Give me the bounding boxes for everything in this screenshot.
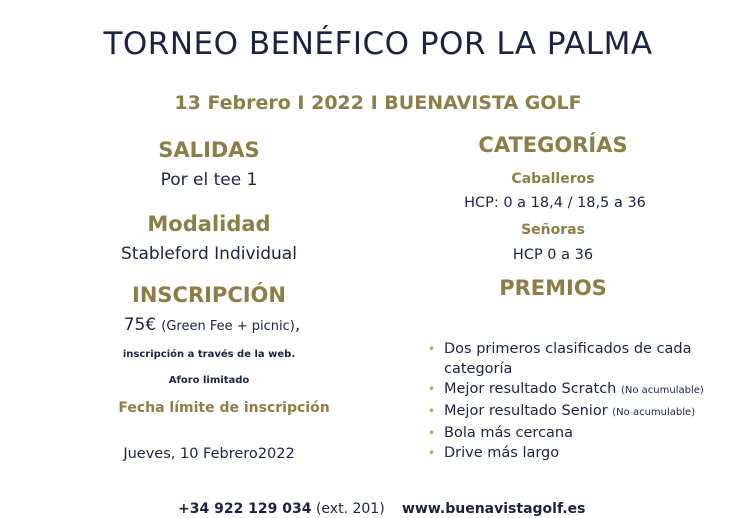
- modalidad-value: Stableford Individual: [121, 244, 297, 264]
- list-item: • Dos primeros clasificados de cada: [428, 341, 692, 357]
- price-line: [124, 315, 301, 335]
- phone-number[interactable]: +34 922 129 034: [178, 501, 312, 517]
- contact-phone-line: [178, 501, 385, 517]
- price-value: 75€: [123, 315, 157, 335]
- salidas-value: Por el tee 1: [160, 170, 258, 190]
- senoras-label: Señoras: [521, 222, 585, 238]
- price-comma: ,: [294, 315, 301, 335]
- bullet-icon: •: [428, 404, 436, 418]
- caballeros-hcp: HCP: 0 a 18,4 / 18,5 a 36: [464, 195, 646, 211]
- phone-extension: (ext. 201): [315, 501, 385, 517]
- bullet-icon: •: [428, 426, 436, 440]
- salidas-heading: SALIDAS: [158, 138, 260, 162]
- list-item: • Mejor resultado Senior (No acumulable): [428, 403, 696, 419]
- list-item: categoría: [444, 361, 513, 377]
- bullet-icon: •: [428, 342, 436, 356]
- categorias-heading: CATEGORÍAS: [478, 133, 628, 157]
- list-item: • Drive más largo: [428, 445, 560, 461]
- caballeros-label: Caballeros: [511, 171, 595, 187]
- list-item: • Mejor resultado Scratch (No acumulable): [428, 381, 704, 397]
- inscripcion-heading: INSCRIPCIÓN: [132, 283, 286, 307]
- website-link[interactable]: www.buenavistagolf.es: [402, 501, 586, 517]
- bullet-icon: •: [428, 446, 436, 460]
- aforo-note: Aforo limitado: [168, 375, 250, 386]
- bullet-icon: •: [428, 382, 436, 396]
- senoras-hcp: HCP 0 a 36: [512, 247, 594, 263]
- modalidad-heading: Modalidad: [147, 212, 271, 236]
- deadline-heading: Fecha límite de inscripción: [118, 400, 330, 416]
- web-registration-note: inscripción a través de la web.: [122, 349, 296, 360]
- event-date-venue: 13 Febrero I 2022 I BUENAVISTA GOLF: [174, 92, 582, 114]
- premios-heading: PREMIOS: [499, 276, 607, 300]
- list-item: • Bola más cercana: [428, 425, 573, 441]
- deadline-value: Jueves, 10 Febrero2022: [123, 446, 295, 462]
- price-note: (Green Fee + picnic): [161, 319, 295, 334]
- prizes-list: [428, 339, 704, 463]
- page-title: TORNEO BENÉFICO POR LA PALMA: [103, 26, 653, 62]
